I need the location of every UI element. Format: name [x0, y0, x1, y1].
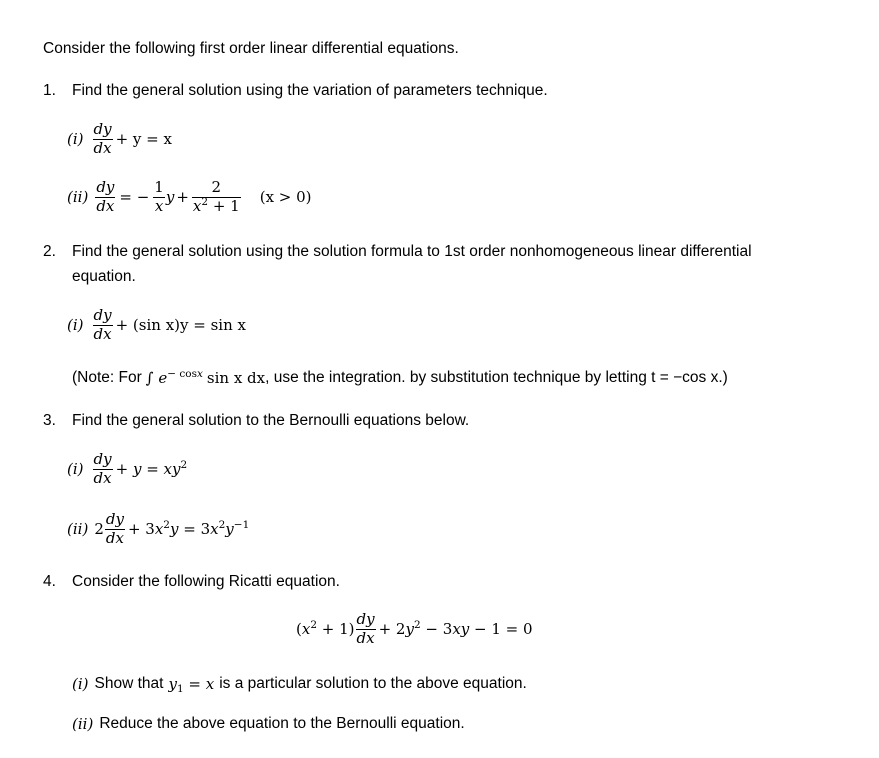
ricatti-equation: $(x^2 + 1)$ $\frac{dy}{dx}$ + $2y^2 - 3xy - 1 = 0$ — [296, 610, 533, 647]
q4-text: Consider the following Ricatti equation. — [72, 573, 340, 590]
q2-part-i-equation — [67, 308, 246, 343]
q1-part-ii-condition: (x > 0) — [259, 188, 312, 207]
one-over-x-fraction: $\frac{1}{x}$ — [154, 178, 164, 215]
derivative-fraction: $\frac{dy}{dx}$ — [93, 120, 112, 157]
q2-number: 2. — [43, 243, 56, 260]
q2-part-i-rest: + (sin x)y = sin x — [115, 316, 246, 335]
derivative-fraction: $\frac{dy}{dx}$ — [93, 450, 112, 487]
q4-part-ii-label: (ii) — [72, 715, 94, 733]
q4-part-ii-text: Reduce the above equation to the Bernoulli equation. — [99, 715, 465, 732]
q2-line1: Find the general solution using the solution formula to 1st order nonhomogeneous linear differential — [72, 243, 752, 260]
q4-part-i-text-b: is a particular solution to the above equation. — [219, 675, 527, 692]
q3-part-ii-label: (ii) — [67, 520, 89, 539]
q1-part-ii-equation: (ii) $\frac{dy}{dx}$ = − $\frac{1}{x}$ y + $\frac{2}{x^2 + 1}$ (x > 0) — [67, 178, 312, 215]
q3-text: Find the general solution to the Bernoulli equations below. — [72, 412, 470, 429]
q4-part-i-text-a: Show that — [94, 675, 164, 692]
q3-part-i-equation: (i) $\frac{dy}{dx}$ + $y = xy^2$ — [67, 450, 188, 487]
q4-part-i-label: (i) — [72, 675, 89, 693]
q2-note-middle: sin x dx — [206, 369, 266, 387]
q2-note-suffix: , use the integration. by substitution technique by letting t = −cos x.) — [265, 369, 728, 386]
q4-part-ii — [72, 715, 465, 733]
q1-text: Find the general solution using the variation of parameters technique. — [72, 82, 548, 99]
q3-number: 3. — [43, 412, 56, 429]
derivative-fraction: $\frac{dy}{dx}$ — [105, 510, 124, 547]
q3-part-ii-equation: (ii) 2 $\frac{dy}{dx}$ + $3x^2y = 3x^2y^{-1}$ — [67, 510, 250, 547]
two-over-x2-plus-1-fraction: $\frac{2}{x^2 + 1}$ — [192, 178, 240, 215]
q2-note-prefix: (Note: For — [72, 369, 142, 386]
intro-text: Consider the following first order linear differential equations. — [43, 40, 459, 57]
q2-line2: equation. — [72, 268, 136, 285]
q1-number: 1. — [43, 82, 56, 99]
derivative-fraction: $\frac{dy}{dx}$ — [356, 610, 375, 647]
q2-note: (Note: For ∫ $e^{- cosx}$ sin x dx , use the integration. by substitution technique by letting t = −cos x.) — [72, 368, 728, 387]
q3-part-i-label: (i) — [67, 460, 84, 479]
q4-part-i: (i) Show that $y_1 = x$ is a particular solution to the above equation. — [72, 675, 527, 696]
q2-part-i-label: (i) — [67, 316, 84, 335]
q1-part-i-rest: + y = x — [115, 130, 172, 149]
q4-number: 4. — [43, 573, 56, 590]
q1-part-i-label: (i) — [67, 130, 84, 149]
derivative-fraction: $\frac{dy}{dx}$ — [93, 306, 112, 343]
q1-part-i-equation — [67, 122, 172, 157]
derivative-fraction: $\frac{dy}{dx}$ — [96, 178, 115, 215]
q1-part-ii-label: (ii) — [67, 188, 89, 207]
